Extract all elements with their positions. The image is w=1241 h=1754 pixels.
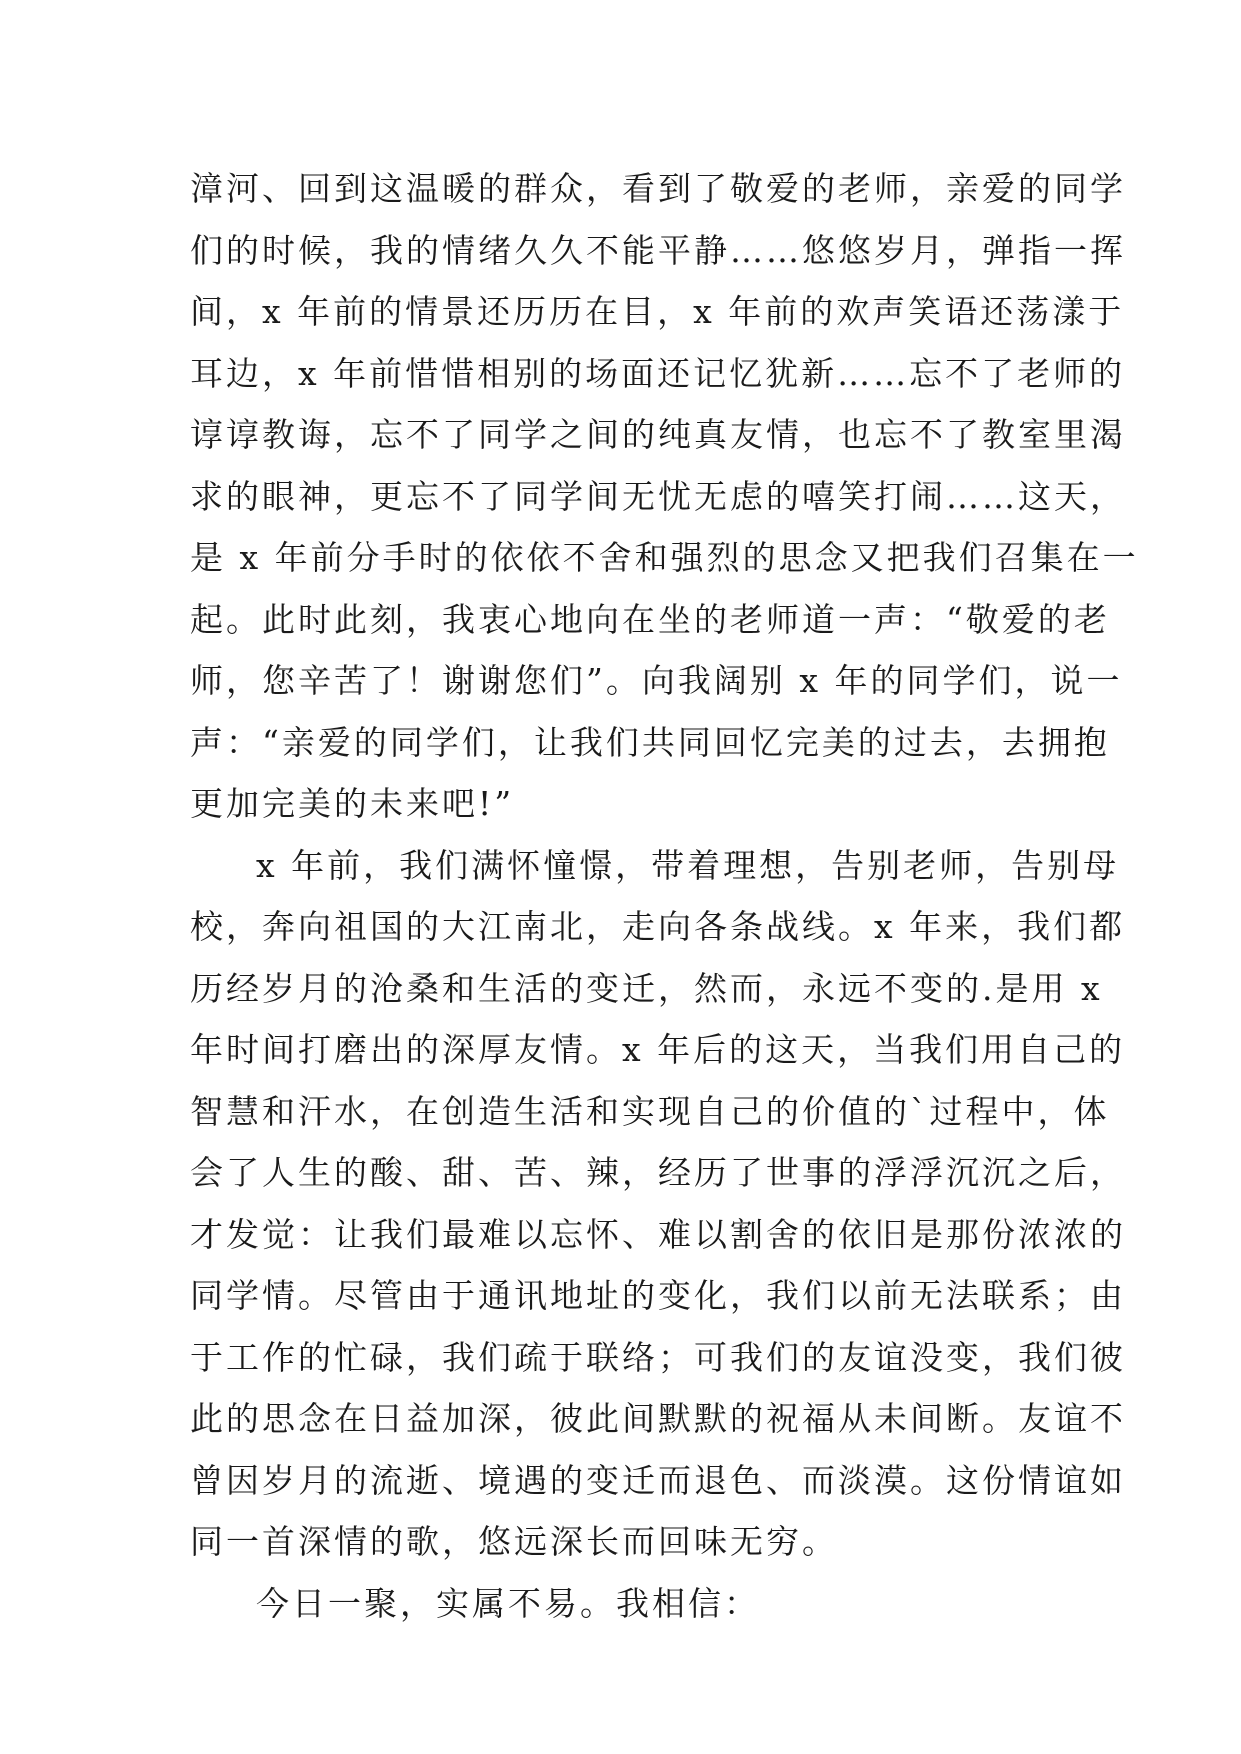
body-text: [190, 158, 1139, 1634]
paragraph: [190, 835, 1126, 1573]
text-line: 今日一聚，实属不易。我相信：: [256, 1583, 760, 1623]
paragraph: [190, 158, 1139, 835]
text-line: 智慧和汗水，在创造生活和实现自己的价值的`过程中，体: [190, 1091, 1110, 1131]
text-line: 校，奔向祖国的大江南北，走向各条战线。x 年来，我们都: [190, 907, 1126, 946]
paragraph: [190, 1573, 1070, 1635]
text-line: 更加完美的未来吧!”: [190, 784, 515, 823]
text-line: 年时间打磨出的深厚友情。x 年后的这天，当我们用自己的: [190, 1030, 1126, 1069]
text-line: 于工作的忙碌，我们疏于联络；可我们的友谊没变，我们彼: [190, 1337, 1126, 1377]
text-line: 谆谆教诲，忘不了同学之间的纯真友情，也忘不了教室里渴: [190, 415, 1126, 454]
text-line: 是 x 年前分手时的依依不舍和强烈的思念又把我们召集在一: [190, 538, 1139, 577]
text-line: 漳河、回到这温暖的群众，看到了敬爱的老师，亲爱的同学: [190, 169, 1126, 208]
text-line: 此的思念在日益加深，彼此间默默的祝福从未间断。友谊不: [190, 1399, 1126, 1438]
text-line: 耳边，x 年前惜惜相别的场面还记忆犹新……忘不了老师的: [190, 353, 1126, 393]
text-line: x 年前，我们满怀憧憬，带着理想，告别老师，告别母: [256, 845, 1120, 885]
text-line: 起。此时此刻，我衷心地向在坐的老师道一声：“敬爱的老: [190, 599, 1110, 639]
text-line: 才发觉：让我们最难以忘怀、难以割舍的依旧是那份浓浓的: [190, 1214, 1126, 1254]
text-line: 求的眼神，更忘不了同学间无忧无虑的嘻笑打闹……这天，: [190, 476, 1126, 516]
text-line: 会了人生的酸、甜、苦、辣，经历了世事的浮浮沉沉之后，: [190, 1153, 1126, 1192]
text-line: 间，x 年前的情景还历历在目，x 年前的欢声笑语还荡漾于: [190, 292, 1125, 331]
text-line: 师，您辛苦了！谢谢您们”。向我阔别 x 年的同学们，说一: [190, 661, 1123, 700]
text-line: 们的时候，我的情绪久久不能平静……悠悠岁月，弹指一挥: [190, 230, 1126, 270]
text-line: 同一首深情的歌，悠远深长而回味无穷。: [190, 1522, 838, 1561]
text-line: 曾因岁月的流逝、境遇的变迁而退色、而淡漠。这份情谊如: [190, 1460, 1126, 1500]
text-line: 同学情。尽管由于通讯地址的变化，我们以前无法联系；由: [190, 1276, 1126, 1315]
text-line: 历经岁月的沧桑和生活的变迁，然而，永远不变的.是用 x: [190, 968, 1103, 1008]
text-line: 声：“亲爱的同学们，让我们共同回忆完美的过去，去拥抱: [190, 722, 1110, 762]
